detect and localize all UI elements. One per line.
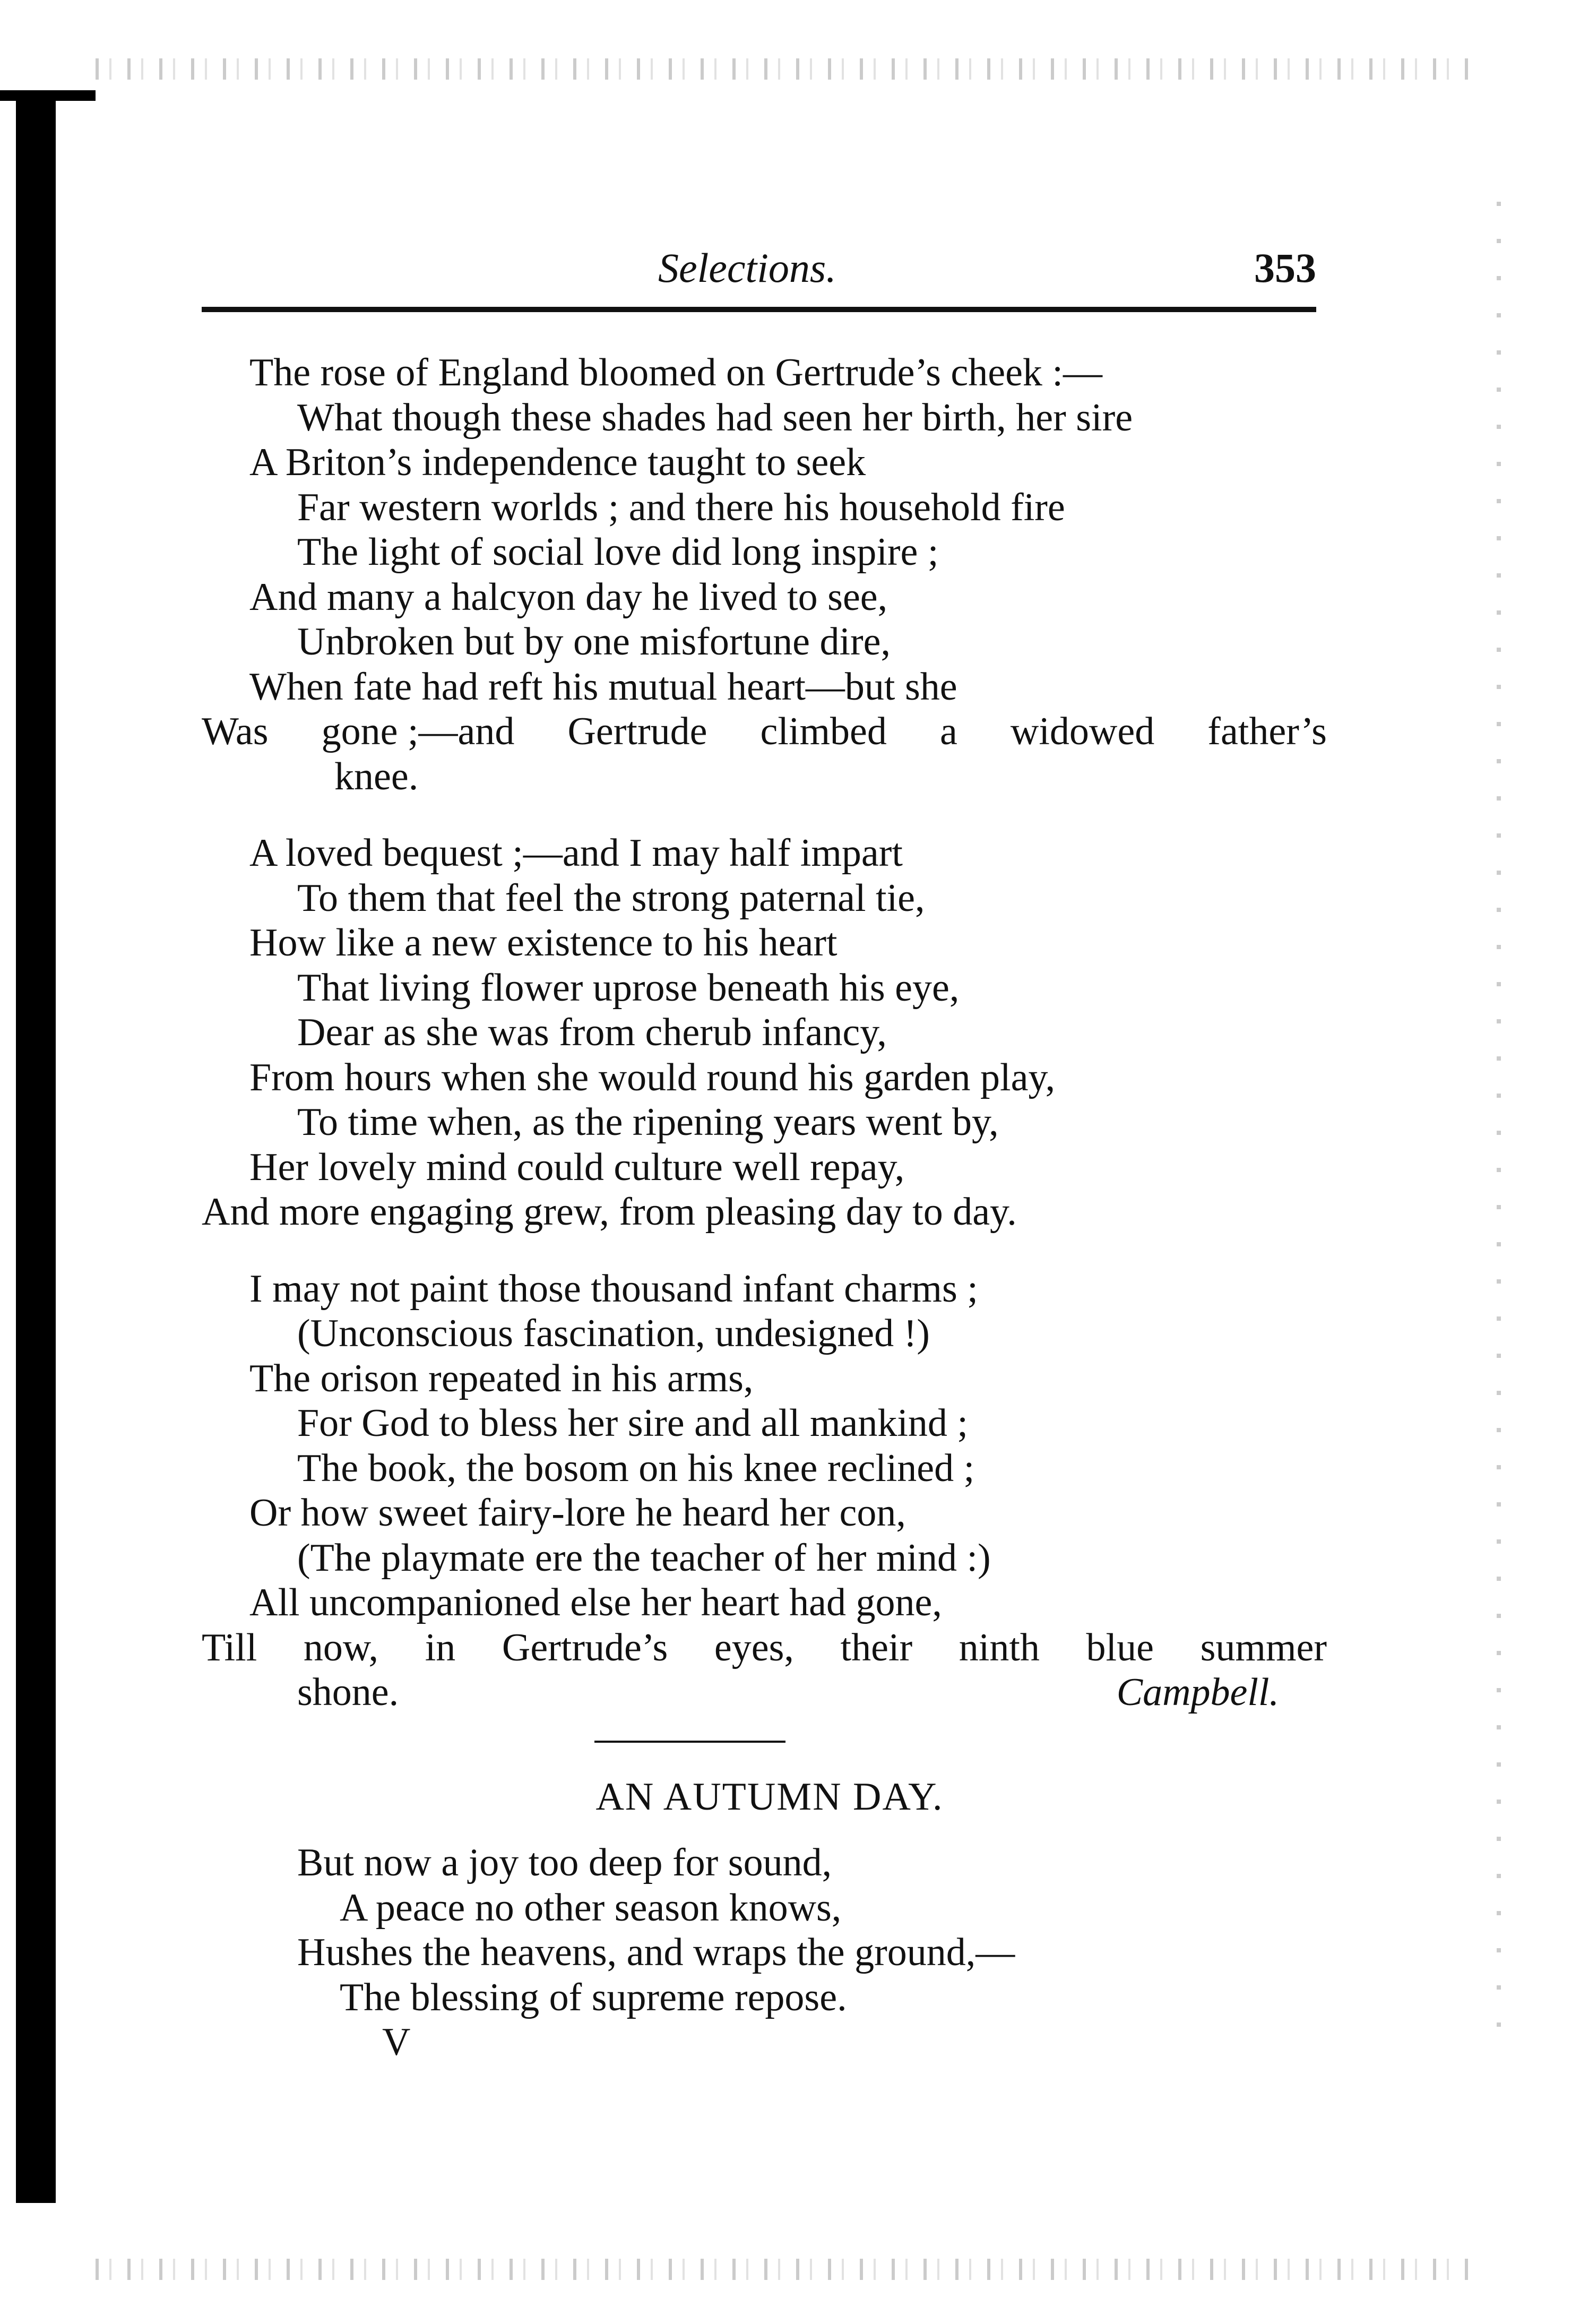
poem-text (202, 350, 1327, 2065)
page-number: 353 (1254, 245, 1316, 291)
word: their (840, 1625, 913, 1669)
poem-line: knee. (334, 754, 419, 798)
poem-line: For God to bless her sire and all mankind ; (297, 1401, 968, 1445)
word: widowed (1010, 710, 1155, 753)
poem-line: Her lovely mind could culture well repay, (249, 1145, 905, 1189)
word: ninth (959, 1625, 1040, 1669)
poem-line: To time when, as the ripening years went by, (297, 1100, 999, 1144)
poem-line: When fate had reft his mutual heart—but she (249, 665, 957, 709)
scan-noise-bottom (96, 2259, 1475, 2280)
poem-line: But now a joy too deep for sound, (297, 1841, 832, 1884)
poem-line: A peace no other season knows, (340, 1886, 842, 1930)
section-divider (594, 1741, 785, 1743)
scan-noise-top (96, 58, 1475, 80)
word: gone ;—and (321, 710, 515, 753)
running-title: Selections. (658, 245, 836, 291)
poem-line-justified (202, 709, 1327, 754)
stanza-3 (202, 1267, 1327, 1715)
poem-line: And many a halcyon day he lived to see, (249, 575, 888, 619)
word: a (939, 710, 957, 753)
word: climbed (760, 710, 887, 753)
word: Was (202, 710, 269, 753)
word: Gertrude (567, 710, 707, 753)
poem-line: All uncompanioned else her heart had gone, (249, 1581, 942, 1624)
poem-line: The light of social love did long inspire ; (297, 530, 939, 574)
poem-line: The orison repeated in his arms, (249, 1356, 754, 1400)
poem-line: That living flower uprose beneath his eye, (297, 966, 960, 1010)
poem-line: How like a new existence to his heart (249, 921, 838, 965)
word: in (425, 1625, 456, 1669)
word: father’s (1207, 710, 1327, 753)
poem-line-justified (202, 1625, 1327, 1671)
poem-line: Far western worlds ; and there his household fire (297, 485, 1065, 529)
page-header (202, 244, 1316, 303)
binding-shadow (16, 90, 56, 2203)
poem-line: The rose of England bloomed on Gertrude’s cheek :— (249, 351, 1102, 394)
poem-line: Or how sweet fairy-lore he heard her con, (249, 1491, 906, 1535)
poem-line: What though these shades had seen her birth, her sire (297, 395, 1133, 440)
stanza-2 (202, 831, 1327, 1235)
poem-title: AN AUTUMN DAY. (595, 1775, 944, 1819)
poem-line: shone. (297, 1671, 399, 1714)
header-rule (202, 307, 1316, 312)
poem-line: And more engaging grew, from pleasing day to day. (202, 1190, 1017, 1234)
poem-line: To them that feel the strong paternal tie, (297, 876, 925, 920)
word: now, (303, 1625, 379, 1669)
word: blue (1086, 1625, 1154, 1669)
poem-line: (Unconscious fascination, undesigned !) (297, 1312, 930, 1355)
word: summer (1200, 1625, 1327, 1669)
printer-signature-mark: V (382, 2020, 411, 2064)
scan-noise-right (1497, 202, 1501, 2060)
poem-line: The book, the bosom on his knee reclined ; (297, 1446, 975, 1490)
stanza-1 (202, 350, 1327, 799)
word: Gertrude’s (502, 1625, 668, 1669)
poem-line: (The playmate ere the teacher of her mind :) (297, 1536, 991, 1580)
poem-line: I may not paint those thousand infant charms ; (249, 1267, 978, 1311)
poem-line: A loved bequest ;—and I may half impart (249, 831, 903, 875)
poem-line: Hushes the heavens, and wraps the ground,— (297, 1931, 1015, 1974)
word: eyes, (714, 1625, 794, 1669)
author-attribution: Campbell. (1116, 1671, 1279, 1714)
stanza-autumn (202, 1840, 1327, 2065)
poem-line: A Briton’s independence taught to seek (249, 441, 866, 484)
word: Till (202, 1625, 257, 1669)
binding-shadow-top (0, 90, 96, 101)
poem-line: From hours when she would round his garden play, (249, 1055, 1056, 1099)
poem-line: Unbroken but by one misfortune dire, (297, 620, 891, 664)
poem-line: The blessing of supreme repose. (340, 1975, 847, 2019)
poem-line: Dear as she was from cherub infancy, (297, 1011, 887, 1054)
attribution-line (202, 1670, 1327, 1715)
